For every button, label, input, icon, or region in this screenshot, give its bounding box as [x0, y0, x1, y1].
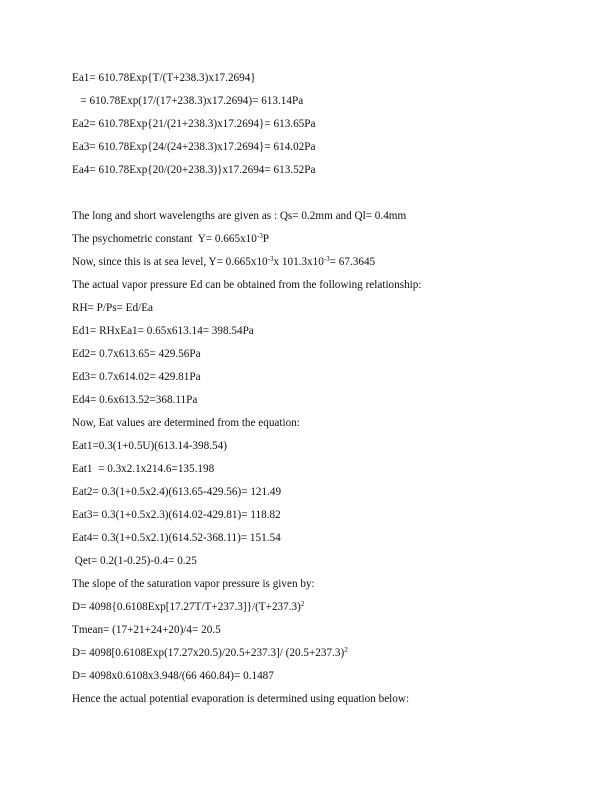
equation-ea3: Ea3= 610.78Exp{24/(24+238.3)x17.2694}= 614.02Pa [72, 141, 316, 153]
slope-intro: The slope of the saturation vapor pressure is given by: [72, 578, 315, 590]
exponent: -3 [323, 255, 330, 263]
exponent: 2 [300, 600, 305, 608]
equation-ed4: Ed4= 0.6x613.52=368.11Pa [72, 394, 198, 406]
equation-eat4: Eat4= 0.3(1+0.5x2.1)(614.52-368.11)= 151.54 [72, 532, 281, 544]
exponent: -3 [256, 232, 263, 240]
sea-level-text-2: x 101.3x10 [273, 256, 324, 268]
equation-rh: RH= P/Ps= Ed/Ea [72, 302, 153, 314]
equation-ed3: Ed3= 0.7x614.02= 429.81Pa [72, 371, 201, 383]
exponent: 2 [344, 646, 348, 654]
equation-qet: Qet= 0.2(1-0.25)-0.4= 0.25 [72, 555, 197, 567]
psychometric-constant-text: The psychometric constant Y= 0.665x10 [72, 233, 257, 245]
evaporation-intro: Hence the actual potential evaporation is determined using equation below: [72, 693, 410, 705]
psychometric-constant-unit: P [262, 233, 269, 245]
vapor-pressure-intro: The actual vapor pressure Ed can be obtained from the following relationship: [72, 279, 422, 291]
sea-level-line [72, 255, 375, 269]
equation-slope-text: D= 4098{0.6108Exp[17.27T/T+237.3]}/(T+237.3) [72, 601, 301, 613]
equation-eat2: Eat2= 0.3(1+0.5x2.4)(613.65-429.56)= 121.49 [72, 486, 282, 498]
sea-level-text-3: = 67.3645 [329, 256, 376, 268]
equation-eat1-result: Eat1 = 0.3x2.1x214.6=135.198 [72, 463, 215, 475]
equation-eat1: Eat1=0.3(1+0.5U)(613.14-398.54) [72, 440, 227, 452]
equation-slope-substituted [72, 646, 348, 660]
equation-ed2: Ed2= 0.7x613.65= 429.56Pa [72, 348, 201, 360]
equation-ea4: Ea4= 610.78Exp{20/(20+238.3)}x17.2694= 613.52Pa [72, 164, 316, 176]
equation-slope-substituted-text: D= 4098[0.6108Exp(17.27x20.5)/20.5+237.3]/ (20.5+237.3) [72, 647, 345, 659]
exponent: -3 [267, 255, 274, 263]
equation-slope-result: D= 4098x0.6108x3.948/(66 460.84)= 0.1487 [72, 670, 274, 682]
equation-ea1-result: = 610.78Exp(17/(17+238.3)x17.2694)= 613.14Pa [72, 95, 304, 107]
wavelength-text: The long and short wavelengths are given as : Qs= 0.2mm and Ql= 0.4mm [72, 210, 407, 222]
equation-ea2: Ea2= 610.78Exp{21/(21+238.3)x17.2694}= 613.65Pa [72, 118, 316, 130]
sea-level-text-1: Now, since this is at sea level, Y= 0.665x10 [72, 256, 268, 268]
equation-ea1: Ea1= 610.78Exp{T/(T+238.3)x17.2694} [72, 72, 256, 84]
eat-intro: Now, Eat values are determined from the equation: [72, 417, 300, 429]
psychometric-constant-line [72, 232, 269, 246]
equation-slope [72, 600, 304, 614]
equation-tmean: Tmean= (17+21+24+20)/4= 20.5 [72, 624, 221, 636]
equation-ed1: Ed1= RHxEa1= 0.65x613.14= 398.54Pa [72, 325, 254, 337]
equation-eat3: Eat3= 0.3(1+0.5x2.3)(614.02-429.81)= 118.82 [72, 509, 281, 521]
